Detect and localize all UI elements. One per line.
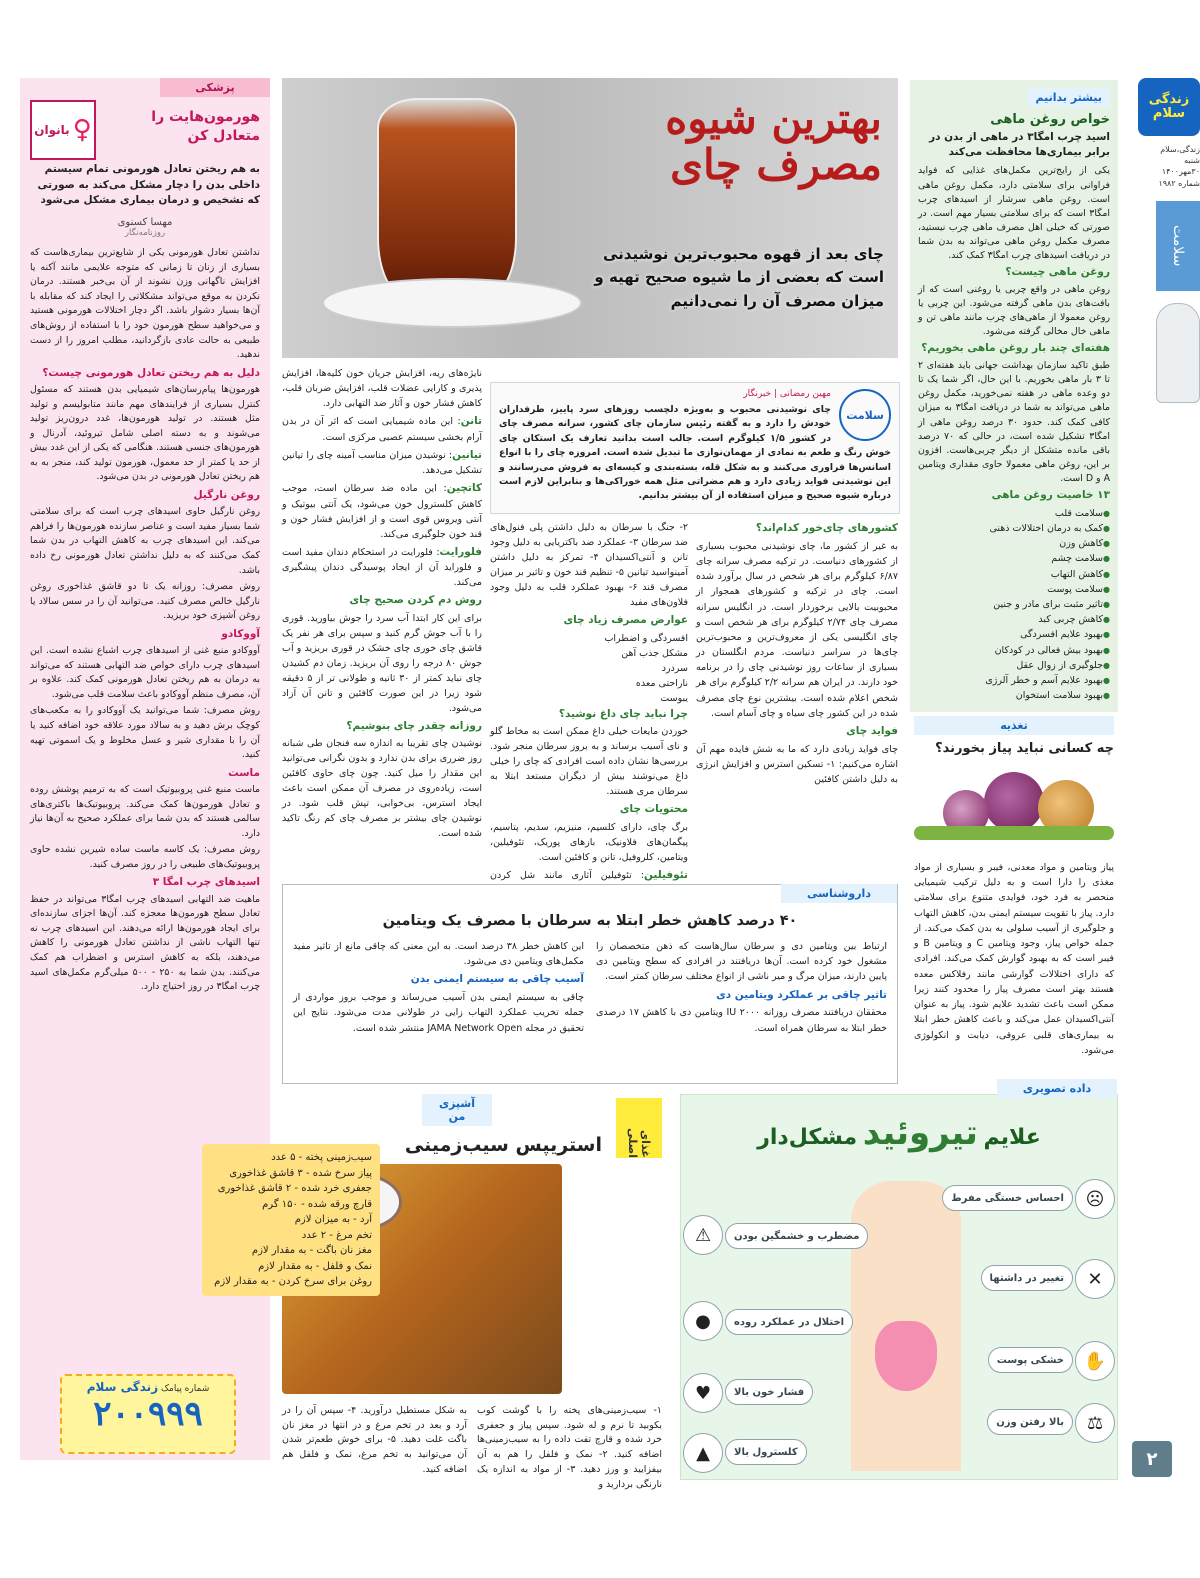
tea-col2-text: ۲- جنگ با سرطان به دلیل داشتن پلی فنول‌های ضد سرطان ۳- عملکرد ضد باکتریایی به دلیل وجود تانن و آنتی‌اکسیدان ۴- تمرکز به دلیل داشتن آمینواسید تیانین ۵- تنظیم قند خون و تاثیر بر میزان مصرف قند ۶- بهبود عملکرد قلب به دلیل وجود فلاون‌های مفید [490,522,688,608]
bowel-icon: ● [683,1301,723,1341]
skin-icon: ✋ [1075,1341,1115,1381]
recipe-steps-2: به شکل مستطیل درآورید. ۴- سپس آن را در آرد و بعد در تخم مرغ و در انتها در مغز نان باگت غلت دهید. ۵- برای خوش طعم‌تر شدن آن می‌توانید به تخم مرغ، نمک و فلفل هم اضافه کنید. [282,1405,467,1475]
hormones-q5: اسیدهای چرب امگا ۳ [152,876,260,889]
list-item: تخم مرغ - ۲ عدد [301,1229,372,1241]
symptom-2: تغییر در داشتها [981,1265,1073,1291]
tea-col1-q2: فواید چای [846,725,898,738]
tea-col-1 [696,520,898,880]
hormones-badge-icon: ♀ بانوان [30,100,96,160]
tea-col2-q2: چرا نباید چای داغ نوشید؟ [558,707,688,720]
symptom-0: احساس خستگی مفرط [942,1185,1073,1211]
tea-col2-q: عوارض مصرف زیاد چای [563,614,688,626]
tea-col2-text3: برگ چای، دارای کلسیم، منیزیم، سدیم، پتاسیم، پیگمان‌های فلاونیک، بازهای پوریک، تئوفیلین، ویتامین، کلروفیل، تانن و کافئین است. [490,821,688,863]
symptom-7: کلسترول بالا [725,1439,807,1465]
symptom-6: بالا رفتن وزن [987,1409,1073,1435]
list-item: ● کاهش وزن [918,536,1110,551]
list-item: مشکل جذب آهن [621,647,688,659]
list-item: ● سلامت پوست [918,582,1110,597]
list-item: ● بهبود علایم آسم و خطر آلرژی [918,673,1110,688]
sms-label: شماره پیامک [160,1384,210,1394]
tea-col3-b: نوشیدن میزان مناسب آمینه چای را تیانین تشکیل می‌دهد. [282,449,482,477]
hormones-author-role: روزنامه‌نگار [124,228,166,239]
list-item: ● جلوگیری از زوال عقل [918,658,1110,673]
tired-icon: ☹ [1075,1179,1115,1219]
cancer-tag: داروشناسی [781,884,897,903]
list-item: مغز نان باگت - به مقدار لازم [251,1245,372,1256]
omega-tag: بیشتر بدانیم [1028,88,1110,107]
issue-meta: زندگی،سلام شنبه ۳۰مهر۱۴۰۰ شماره ۱۹۸۲ [1158,145,1200,188]
weight-icon: ⚖ [1075,1403,1115,1443]
hormones-q4: ماست [228,766,260,779]
list-item: روغن برای سرخ کردن - به مقدار لازم [214,1276,372,1287]
tea-col3-q6: روزانه چقدر چای بنوشیم؟ [346,719,482,732]
list-item: آرد - به میزان لازم [294,1214,372,1225]
hormones-a4: ماست منبع غنی پروبیوتیک است که به ترمیم پوشش روده و تعادل هورمون‌ها کمک می‌کند. پروبیوتیک‌ها باکتری‌های سالمی هستند که بدن شما برای عملکرد صحیح به آن‌ها نیاز دارد. [30,784,260,839]
infographic-title: علایم تیروئید مشکل‌دار [757,1113,1041,1153]
hormones-title: هورمون‌هایت را متعادل کن [151,109,260,144]
cancer-c2b: چاقی به سیستم ایمنی بدن آسیب می‌رساند و موجب بروز مواردی از جمله تخریب عملکرد التهاب زایی در طولانی مدت می‌شود. نتایج این تحقیق در مجله JAMA Network Open منتشر شده است. [293,992,584,1034]
recipe-title: استریپس سیب‌زمینی [404,1134,602,1156]
hormones-a5: ماهیت ضد التهابی اسیدهای چرب امگا۳ می‌تواند در حفظ تعادل سطح هورمون‌ها معجزه کند. آن‌ها اجزای سازنده‌ای برای ایجاد هورمون‌ها ارائه می‌دهند. این اسیدهای چرب نه تنها التهاب ناشی از نداشتن تعادل هورمونی را کاهش می‌دهند، بلکه به کاهش استرس و اضطراب هم کمک می‌کنند. بدن شما به ۲۵۰ - ۵۰۰ میلی‌گرم مکمل‌های اسید چرب امگا۳ در روز احتیاج دارد. [30,893,260,993]
list-item: پیاز سرخ شده - ۳ قاشق غذاخوری [229,1167,372,1179]
omega-a1: روغن ماهی در واقع چربی یا روغنی است که از بافت‌های بدن ماهی گرفته می‌شود. این چربی یا روغن معمولا از ماهی‌های چرب مانند ماهی تن و ماهی خال مخالی گرفته می‌شود. [918,283,1110,338]
list-item: افسردگی و اضطراب [604,632,688,644]
list-item: نمک و فلفل - به مقدار لازم [258,1260,372,1272]
tea-intro: چای نوشیدنی محبوب و به‌ویژه دلچسب روزهای سرد پاییز، طرفداران خودش را دارد و به گفته رئیس سازمان چای کشور، سرانه مصرف چای در کشور ۱/۵ کیلوگرم است. جالب است بدانید تعارف یک استکان چای خوش رنگ و طعم به نمادی از مهمان‌نوازی ما تبدیل شده است. امروزه چای را با انواع اسانس‌ها فراوری می‌کنند و به شکل قله، بسته‌بندی و کیسه‌ای به فروش می‌رسانند و این نوشیدنی فواید زیادی دارد و هم مضراتی مثل همه خوراکی‌ها و بنابراین لازم است درباره شیوه صحیح و میزان استفاده از آن بیشتر بدانیم. [499,404,891,502]
tea-col3-f: نوشیدن چای تقریبا به اندازه سه فنجان طی شبانه روز ضرری برای بدن ندارد و بدون نگرانی می‌توانید این مقدار را میل کنید. چون چای حاوی کافئین است، زیاده‌روی در مصرف آن ممکن است باعث ایجاد استرس، بی‌خوابی، تپش قلب شود. در نوشیدن چای بیشتر بر مصرف چای کم رنگ تاکید شده است. [282,738,482,840]
hormones-intro: نداشتن تعادل هورمونی یکی از شایع‌ترین بیماری‌هاست که بسیاری از زنان تا زمانی که متوجه علایمی مانند آکنه یا افزایش ناگهانی وزن نشوند از آن بی‌خبر هستند. درمان نکردن به موقع می‌تواند مشکلاتی را ایجاد کند که مقابله با آن‌ها بسیار دشوار باشد. اگر دچار اختلالات هورمونی هستید و می‌خواهید سطح هورمون خود را با استفاده از روش‌های طبیعی به حالت عادی بازگردانید، مطلب امروز را از دست ندهید. [30,247,260,361]
page-number: ۲ [1132,1441,1172,1477]
tea-col1-q: کشورهای چای‌خور کدام‌اند؟ [755,522,898,534]
symptom-3: اختلال در عملکرد روده [725,1309,853,1335]
cancer-c2-q: آسیب چاقی به سیستم ایمنی بدن [410,973,584,986]
tea-col3-q: تانن [460,415,482,427]
symptom-4: خشکی پوست [988,1347,1073,1373]
onion-article [910,716,1118,1086]
onion-body: پیاز ویتامین و مواد معدنی، فیبر و بسیاری از مواد مغذی را دارا است و به دلیل ترکیب شیمیایی منحصر به فرد خود، فوایدی متنوع برای سلامتی دارد. پیاز با تقویت سیستم ایمنی بدن، کاهش التهاب و جلوگیری از آسیب سلولی به بدن کمک می‌کند. از جمله خواص پیاز، وجود ویتامین C و ویتامین B و فیبر است که به بهبود گوارش کمک می‌کند. افرادی که دارای اختلالات گوارشی مانند رفلاکس معده هستند بهتر است مصرف پیاز را محدود کنند زیرا ممکن است باعث تشدید علایم شود. پیاز به عنوان آنتی‌اکسیدان عمل می‌کند و باعث کاهش خطر ابتلا به بیماری‌های قلبی عروقی، دیابت و انکولوژی می‌شود. [914,862,1115,1056]
sms-brand: زندگی سلام [86,1380,159,1394]
recipe-steps-1: ۱- سیب‌زمینی‌های پخته را با گوشت کوب بکوبید تا نرم و له شود. سپس پیاز و جعفری خرد شده و قارچ تفت داده را به سیب‌زمینی‌ها اضافه کنید. ۲- نمک و فلفل را هم به آن بیفزایید و ورز دهید. ۳- از مواد به اندازه یک نارنگی بردارید و [477,1405,662,1490]
tea-lead: چای بعد از قهوه محبوب‌ترین نوشیدنی است که بعضی از ما شیوه صحیح تهیه و میزان مصرف آن را نمی‌دانیم [594,245,884,310]
hormones-q3: آووکادو [221,627,260,640]
symptom-1: مضطرب و خشمگین بودن [725,1223,868,1249]
list-item: ● کاهش التهاب [918,567,1110,582]
cancer-title: ۴۰ درصد کاهش خطر ابتلا به سرطان با مصرف یک ویتامین [382,913,798,929]
cholesterol-icon: ▲ [683,1433,723,1473]
hormones-author: مهسا کسنوی [117,217,173,229]
onion-image [914,762,1114,850]
hormones-a1: هورمون‌ها پیام‌رسان‌های شیمیایی بدن هستند که مسئول کنترل بسیاری از فرایندهای مهم مانند متابولیسم و تولید مثل هستند. در تولید هورمون‌ها، غدد درون‌ریز تولید می‌شوند و به دسته اصلی شامل تیروئید، آدرنال و هورمون‌های جنسی هستند. هنگامی که یکی از این غدد بیش از حد یا کمتر از حد معمول، هورمون تولید کند، منجر به به هم ریختن تعادل هورمونی در بدن می‌شود. [30,383,260,483]
thyroid-icon [875,1321,937,1391]
angry-icon: ⚠ [683,1215,723,1255]
list-item: ● سلامت قلب [918,506,1110,521]
cancer-article [282,884,898,1084]
tea-col2-q4: تئوفیلین [643,868,688,881]
omega-benefits [918,506,1110,703]
hormones-m3: روش مصرف: شما می‌توانید یک آووکادو را به مکعب‌های کوچک برش دهید و به سالاد مورد علاقه خود اضافه کنید یا آن را با مقداری شیر و عسل مخلوط و یک اسموتی تهیه کنید. [30,705,260,761]
tea-hero [282,78,898,358]
tea-intro-box [490,382,900,514]
woman-icon: ♀ [72,115,92,145]
onion-tag: تغذیه [914,716,1114,735]
tea-col3-c: این ماده ضد سرطان است، موجب کاهش کلسترول خون می‌شود، یک آنتی بیوتیک و آنتی ویروس قوی است و از افزایش فشار خون و قند خون جلوگیری می‌کند. [282,483,482,540]
symptom-5: فشار خون بالا [725,1379,813,1405]
list-item: ● کاهش چربی کبد [918,612,1110,627]
tea-col3-text: نایژه‌های ریه، افزایش جریان خون کلیه‌ها، افزایش پذیری و کارایی عضلات قلب، افزایش ضربان قلب، کاهش فشار خون و آثار ضد التهابی دارد. [282,368,482,409]
omega-title: خواص روغن ماهی [990,112,1110,127]
recipe-ingredients [202,1144,380,1296]
tea-saucer-image [322,278,582,328]
cancer-c1-q: تاثیر چاقی بر عملکرد ویتامین دی [716,988,887,1001]
hormones-lead: به هم ریختن تعادل هورمونی تمام سیستم داخلی بدن را دچار مشکل می‌کند به صورتی که تشخیص و درمان بیماری مشکل می‌شود [37,162,260,207]
tea-section-badge: سلامت [839,389,891,441]
neck-illustration [851,1181,961,1471]
recipe-article [214,1094,662,1490]
hormones-q2: روغن نارگیل [193,488,260,501]
omega-q3: ۱۳ خاصیت روغن ماهی [991,489,1110,502]
recipe-tag: آشپزی من [422,1094,492,1126]
tea-headline: بهترین شیوه مصرف چای [665,94,882,190]
tea-col3-q2: تیانین [452,448,482,461]
list-item: جعفری خرد شده - ۲ قاشق غذاخوری [217,1183,372,1194]
tea-col3-d: فلورایت در استحکام دندان مفید است و فلوراید آن از ایجاد پوسیدگی دندان پیشگیری می‌کند. [282,546,482,589]
list-item: ● سلامت چشم [918,551,1110,566]
sms-ad[interactable] [60,1374,236,1454]
tea-col-3: نایژه‌های ریه، افزایش جریان خون کلیه‌ها، افزایش پذیری و کارایی عضلات قلب، افزایش ضربان قلب، کاهش فشار خون و آثار ضد التهابی دارد. تانن: این ماده شیمیایی است که اثر آن در بدن آرام بخشی سیستم عصبی مرکزی است. تیانین: نوشیدن میزان مناسب آمینه چای را تیانین تشکیل می‌دهد. کاتچین: این ماده ضد سرطان است، موجب کاهش کلسترول خون می‌شود، یک آنتی بیوتیک و آنتی ویروس قوی است و از افزایش فشار خون و قند خون جلوگیری می‌کند. فلورایت: فلورایت در استحکام دندان مفید است و فلوراید آن از ایجاد پوسیدگی دندان پیشگیری می‌کند. روش دم کردن صحیح چای برای این کار ابتدا آب سرد را جوش بیاورید. قوری را با آب جوش گرم کنید و سپس برای هر نفر یک قاشق چای خوری چای خشک در قوری بریزید و آب جوش ۸۰ درجه را روی آن بریزید. زمان دم کشیدن چای نباید کمتر از ۳۰ ثانیه و طولانی تر از ۵ دقیقه شود زیرا در این صورت کافئین و تانن آن آزاد می‌شود. روزانه چقدر چای بنوشیم؟ نوشیدن چای تقریبا به اندازه سه فنجان طی شبانه روز ضرری برای بدن ندارد و بدون نگرانی می‌توانید این مقدار را میل کنید. چون چای حاوی کافئین است، زیاده‌روی در مصرف آن ممکن است باعث ایجاد استرس، بی‌خوابی، تپش قلب شود. در نوشیدن چای بیشتر بر مصرف چای کم رنگ تاکید شده است. [282,368,483,840]
tea-col2-text2: خوردن مایعات خیلی داغ ممکن است به مخاط گلو و نای آسیب برساند و به بروز سرطان منجر شود. بررسی‌ها نشان داده است افرادی که چای را خیلی داغ می‌نوشند بیش از دیگران مستعد ابتلا به سرطان مری هستند. [490,726,688,798]
blood-pressure-icon: ♥ [683,1373,723,1413]
list-item: ● بهبود بیش فعالی در کودکان [918,643,1110,658]
appetite-icon: ✕ [1075,1259,1115,1299]
omega-lead: اسید چرب امگا۳ در ماهی از بدن در برابر بیماری‌ها محافظت می‌کند [929,131,1110,159]
tea-col-2: ۲- جنگ با سرطان به دلیل داشتن پلی فنول‌های ضد سرطان ۳- عملکرد ضد باکتریایی به دلیل وجود تانن و آنتی‌اکسیدان ۴- تمرکز به دلیل داشتن آمینواسید تیانین ۵- تنظیم قند خون و تاثیر بر میزان مصرف قند ۶- بهبود عملکرد قلب به دلیل وجود فلاون‌های مفید عوارض مصرف زیاد چای افسردگی و اضطراب مشکل جذب آهن سردرد ناراحتی معده یبوست چرا نباید چای داغ نوشید؟ خوردن مایعات خیلی داغ ممکن است به مخاط گلو و نای آسیب برساند و به بروز سرطان منجر شود. بررسی‌ها نشان داده است افرادی که چای را خیلی داغ می‌نوشند بیش از دیگران مستعد ابتلا به سرطان مری هستند. محتویات چای برگ چای، دارای کلسیم، منیزیم، سدیم، پتاسیم، پیگمان‌های فلاونیک، بازهای پوریک، تئوفیلین، ویتامین، کلروفیل، تانن و کافئین است. تئوفیلین: تئوفیلین آثاری مانند شل کردن [490,520,688,880]
onion-title: چه کسانی نباید پیاز بخورند؟ [935,741,1114,756]
list-item: یبوست [660,692,688,704]
omega-q1: روغن ماهی چیست؟ [1005,266,1110,279]
tea-col1-text: به غیر از کشور ما، چای نوشیدنی محبوب بسیاری از کشورهای دنیاست. در ترکیه مصرف سرانه چای ۶/۸۷ کیلوگرم برای هر شخص در سال برآورد شده است. چای در ترکیه و کشورهای همجوار از محبوبیت بالایی برخوردار است. در انگلیس سرانه مصرف چای ۲/۷۴ کیلوگرم برای هر شخص است و چای انگلیسی یکی از معروف‌ترین و محبوب‌ترین چای‌ها در سراسر دنیاست. مردم انگلستان در بسیاری از ساعات روز نوشیدنی چای را در برنامه خود دارند. در ایران هم سرانه ۲/۲ کیلوگرم برای هر شخص اعلام شده است. بیشترین نوع چای مصرف شده در این کشور چای سیاه و چای آسام است. [696,540,898,719]
tea-author: مهین رمضانی | خبرنگار [743,389,831,399]
list-item: ناراحتی معده [635,677,688,689]
thyroid-infographic [680,1082,1118,1480]
list-item: قارچ ورقه شده - ۱۵۰ گرم [262,1198,372,1210]
list-item: ● تاثیر مثبت برای مادر و جنین [918,597,1110,612]
omega-q2: هفته‌ای چند بار روغن ماهی بخوریم؟ [921,342,1110,355]
tea-col3-q4: فلورایت [439,545,482,558]
omega-intro: یکی از رایج‌ترین مکمل‌های غذایی که فواید فراوانی برای سلامتی دارد، مکمل روغن ماهی است. روغن ماهی سرشار از اسیدهای چرب امگا۳ است که برای سلامتی بسیار مهم است. در صورتی که خیلی اهل مصرف ماهی چرب نیستید، مصرف مکمل روغن ماهی می‌تواند به بدن شما در دریافت اسیدهای چرب امگا۳ کمک کند. [918,165,1110,262]
tea-col3-e: برای این کار ابتدا آب سرد را جوش بیاورید. قوری را با آب جوش گرم کنید و سپس برای هر نفر یک قاشق چای خوری چای خشک در قوری بریزید و آب جوش ۸۰ درجه را روی آن بریزید. زمان دم کشیدن چای نباید کمتر از ۳۰ ثانیه و طولانی تر از ۵ دقیقه شود زیرا در این صورت کافئین و تانن آن آزاد می‌شود. [282,612,483,714]
infographic-tag: داده تصویری [997,1079,1117,1098]
tea-col3-a: این ماده شیمیایی است که اثر آن در بدن آرام بخشی سیستم عصبی مرکزی است. [282,416,482,443]
list-item: ● بهبود علایم افسردگی [918,627,1110,642]
hormones-q1: دلیل به هم ریختن تعادل هورمونی چیست؟ [42,366,260,379]
mask-image [1156,303,1200,403]
cancer-c1: ارتباط بین ویتامین دی و سرطان سال‌هاست که ذهن متخصصان را مشغول خود کرده است. آن‌ها دریافتند در افرادی که سطح ویتامین دی پایین دارند، میزان مرگ و میر ناشی از انواع مختلف سرطان کمتر است. [596,941,887,983]
hormones-tag: پزشکی [160,78,270,97]
hormones-a3: آووکادو منبع غنی از اسیدهای چرب اشباع نشده است. این اسیدهای چرب دارای خواص ضد التهابی هستند که می‌تواند به درمان به هم ریختن تعادل هورمونی کمک کند. علاوه بر آن، مصرف منظم آووکادو باعث سلامت قلب می‌شود. [30,645,260,700]
list-item: ● کمک به درمان اختلالات ذهنی [918,521,1110,536]
hormones-m2: روش مصرف: روزانه یک تا دو قاشق غذاخوری روغن نارگیل خالص مصرف کنید. می‌توانید آن را در سس سالاد یا روغن آشپزی خود بریزید. [30,581,260,622]
recipe-ribbon: غذای اصلی [616,1098,662,1158]
omega-article [910,80,1118,712]
sms-number: ۲۰۰۹۹۹ [93,1394,203,1434]
cancer-c2: این کاهش خطر ۳۸ درصد است. به این معنی که چاقی مانع از تاثیر مفید مکمل‌های ویتامین دی می‌شود. [293,941,584,968]
tea-col1-text2: چای فواید زیادی دارد که ما به شش فایده مهم آن اشاره می‌کنیم: ۱- تسکین استرس و افزایش انرژی به دلیل داشتن کافئین [696,743,898,786]
tea-col3-q3: کاتچین [446,482,482,495]
tea-glass-image [377,98,517,298]
hormones-a2: روغن نارگیل حاوی اسیدهای چرب است که برای سلامتی شما بسیار مفید است و عناصر سازنده هورمون‌ها را فراهم می‌کند. این اسیدهای چرب به کاهش التهاب در بدن شما کمک می‌کنند که به دلیل نداشتن تعادل هورمونی رخ داده باشد. [30,506,260,576]
list-item: سردرد [661,662,688,674]
tea-col2-q3: محتویات چای [619,803,688,816]
list-item: ● بهبود سلامت استخوان [918,688,1110,703]
section-tab: سلامت [1156,201,1200,291]
tea-col3-q5: روش دم کردن صحیح چای [349,594,482,607]
list-item: سیب‌زمینی پخته - ۵ عدد [271,1152,372,1163]
hormones-m4: روش مصرف: یک کاسه ماست ساده شیرین نشده حاوی پروبیوتیک‌های طبیعی را در روز مصرف کنید. [30,844,260,870]
logo: زندگی سلام [1138,78,1200,136]
tea-col2-text4: تئوفیلین آثاری مانند شل کردن [490,869,632,881]
omega-a2: طبق تاکید سازمان بهداشت جهانی باید هفته‌ای ۲ تا ۳ بار ماهی بخوریم. با این حال، اگر شما یک تا دو وعده ماهی در هفته نمی‌خورید، مکمل روغن ماهی می‌تواند به شما در دریافت امگا۳ به میزان کافی کمک کند. حدود ۳۰ درصد روغن ماهی از امگا۳ تشکیل شده است، در حالی که ۷۰ درصد باقی مانده متشکل از دیگر چربی‌هاست. افزون بر این، روغن ماهی معمولا حاوی مقداری ویتامین A و D است. [918,360,1110,485]
cancer-c1b: محققان دریافتند مصرف روزانه ۲۰۰۰ IU ویتامین دی با کاهش ۱۷ درصدی خطر ابتلا به سرطان همراه است. [596,1007,887,1034]
masthead [1122,78,1200,1578]
